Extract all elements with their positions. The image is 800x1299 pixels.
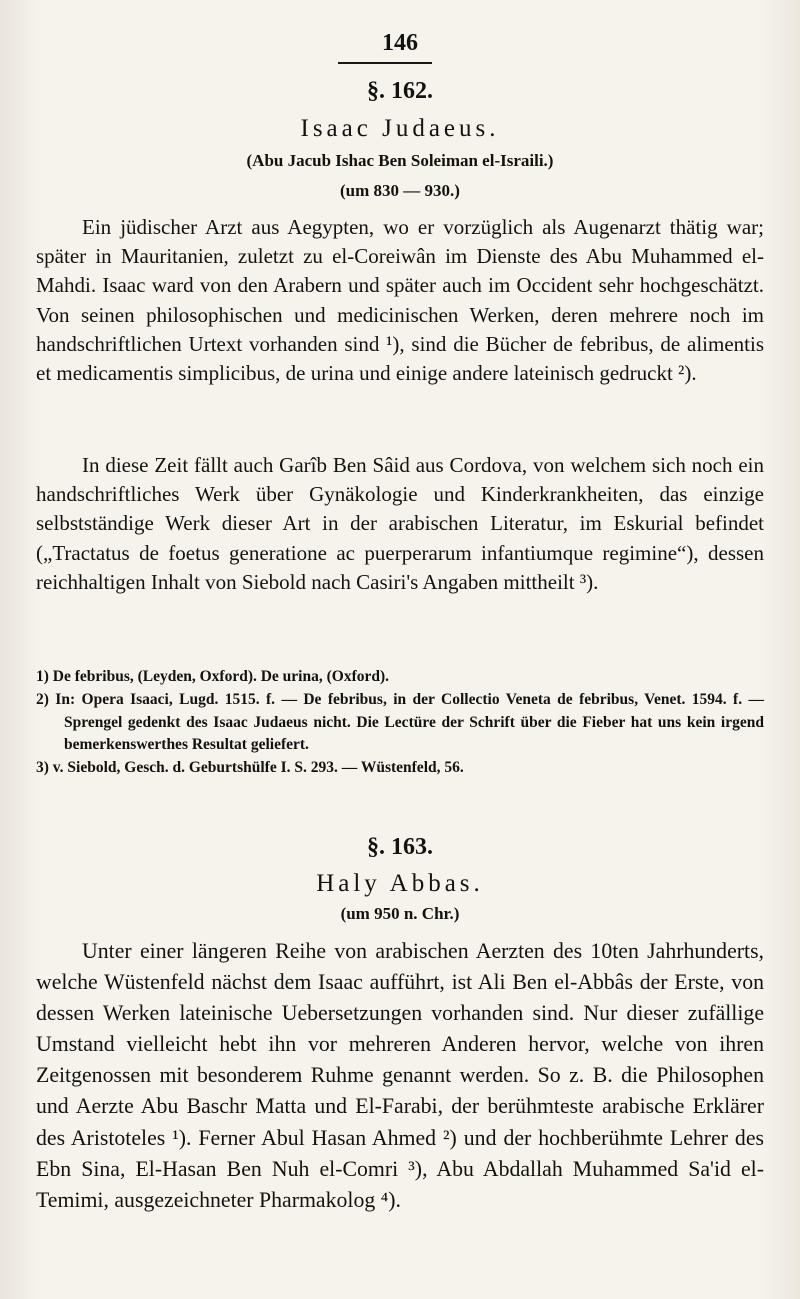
page-number-rule	[338, 62, 432, 64]
page-number: 146	[382, 30, 418, 56]
footnote-2: 2) In: Opera Isaaci, Lugd. 1515. f. — De febribus, in der Collectio Veneta de febribus, Venet. 1594. f. — Sprengel gedenkt des Isaac Judaeus nicht. Die Lectüre der Schrift über die Fieber hat uns kein irgend bemerkenswerthes Resultat geliefert.	[36, 690, 764, 754]
author-dates: (um 830 — 930.)	[340, 181, 460, 200]
section-heading-163: §. 163.	[367, 834, 433, 860]
footnotes-section-162	[36, 666, 764, 780]
paragraph-garib-ben-said: In diese Zeit fällt auch Garîb Ben Sâid aus Cordova, von welchem sich noch ein handschriftliches Werk über Gynäkologie und Kinderkrankheiten, das einzige selbstständige Werk dieser Art in der arabischen Literatur, im Eskurial befindet („Tractatus de foetus generatione ac puerperarum infantiumque regimine“), dessen reichhaltigen Inhalt von Siebold nach Casiri's Angaben mittheilt ³).	[36, 453, 764, 594]
author-dates-haly-abbas: (um 950 n. Chr.)	[340, 904, 460, 923]
section-heading-162: §. 162.	[367, 78, 433, 104]
footnote-1: 1) De febribus, (Leyden, Oxford). De urina, (Oxford).	[36, 668, 390, 685]
author-title-haly-abbas: Haly Abbas.	[316, 870, 484, 897]
author-subtitle: (Abu Jacub Ishac Ben Soleiman el-Israili.)	[246, 151, 554, 170]
author-title-isaac-judaeus: Isaac Judaeus.	[300, 115, 500, 142]
footnote-3: 3) v. Siebold, Gesch. d. Geburtshülfe I. S. 293. — Wüstenfeld, 56.	[36, 759, 464, 777]
paragraph-isaac-judaeus: Ein jüdischer Arzt aus Aegypten, wo er vorzüglich als Augenarzt thätig war; später in Mauritanien, zuletzt zu el-Coreiwân im Dienste des Abu Muhammed el-Mahdi. Isaac ward von den Arabern und später auch im Occident sehr hochgeschätzt. Von seinen philosophischen und medicinischen Werken, deren mehrere noch im handschriftlichen Urtext vorhanden sind ¹), sind die Bücher de febribus, de alimentis et medicamentis simplicibus, de urina und einige andere lateinisch gedruckt ²).	[36, 215, 764, 386]
paragraph-haly-abbas: Unter einer längeren Reihe von arabischen Aerzten des 10ten Jahrhunderts, welche Wüstenfeld nächst dem Isaac aufführt, ist Ali Ben el-Abbâs der Erste, von dessen Werken lateinische Uebersetzungen vorhanden sind. Nur dieser zufällige Umstand vielleicht hebt ihn vor mehreren Anderen hervor, welche von ihren Zeitgenossen mit besonderem Ruhme genannt werden. So z. B. die Philosophen und Aerzte Abu Baschr Matta und El-Farabi, der berühmteste arabische Erklärer des Aristoteles ¹). Ferner Abul Hasan Ahmed ²) und der hochberühmte Lehrer des Ebn Sina, El-Hasan Ben Nuh el-Comri ³), Abu Abdallah Muhammed Sa'id el-Temimi, ausgezeichneter Pharmakolog ⁴).	[36, 939, 764, 1212]
